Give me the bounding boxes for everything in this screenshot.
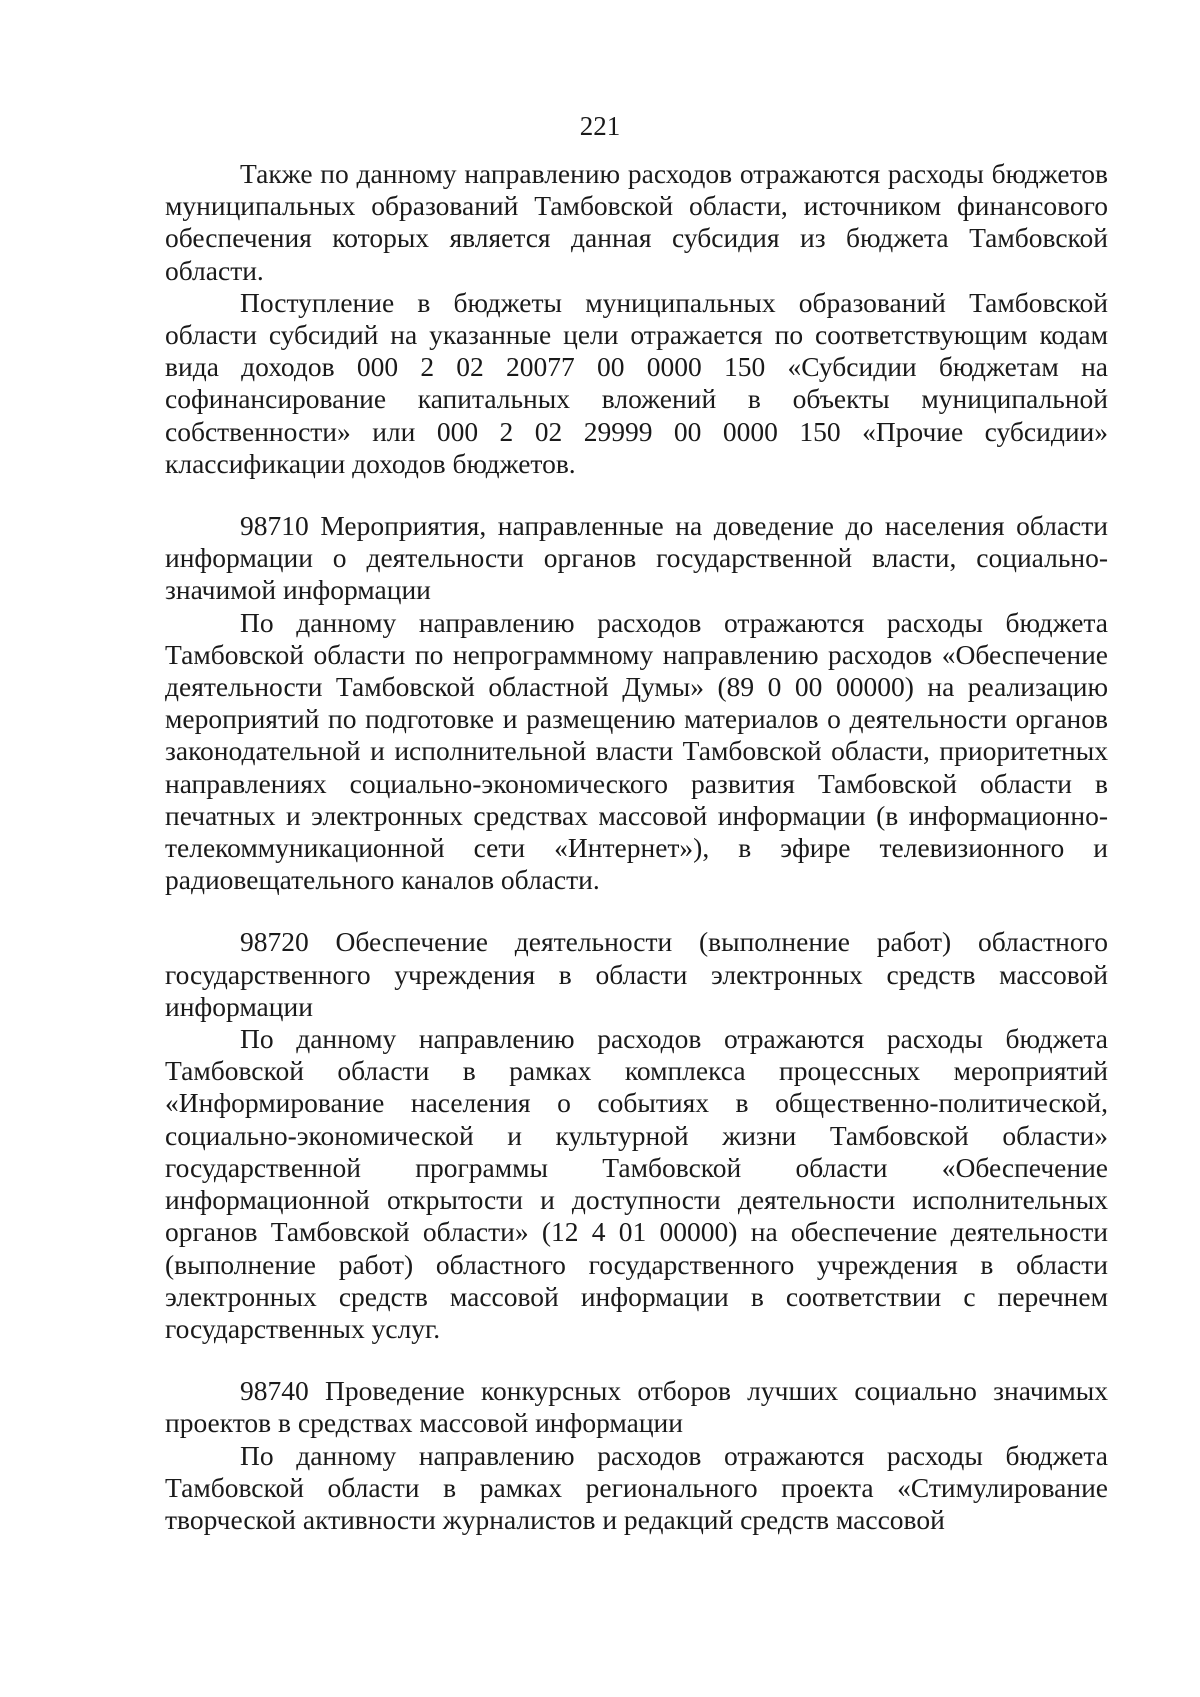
paragraph-intro-1: Также по данному направлению расходов отражаются расходы бюджетов муниципальных образований Тамбовской области, источником финансового обеспечения которых является данная субсидия из бюджета Тамбовской области. bbox=[165, 158, 1108, 286]
section-98710-heading: 98710 Мероприятия, направленные на доведение до населения области информации о деятельности органов государственной власти, социально-значимой информации bbox=[165, 510, 1108, 606]
page-number: 221 bbox=[579, 111, 621, 141]
section-gap bbox=[165, 480, 1108, 510]
section-gap bbox=[165, 896, 1108, 926]
section-98740-heading: 98740 Проведение конкурсных отборов лучших социально значимых проектов в средствах массовой информации bbox=[165, 1375, 1108, 1439]
section-98710-body: По данному направлению расходов отражаются расходы бюджета Тамбовской области по непрограммному направлению расходов «Обеспечение деятельности Тамбовской областной Думы» (89 0 00 00000) на реализацию мероприятий по подготовке и размещению материалов о деятельности органов законодательной и исполнительной власти Тамбовской области, приоритетных направлениях социально-экономического развития Тамбовской области в печатных и электронных средствах массовой информации (в информационно-телекоммуникационной сети «Интернет»), в эфире телевизионного и радиовещательного каналов области. bbox=[165, 606, 1108, 896]
document-body bbox=[165, 158, 1108, 1536]
section-gap bbox=[165, 1345, 1108, 1375]
section-98720-heading: 98720 Обеспечение деятельности (выполнение работ) областного государственного учреждения в области электронных средств массовой информации bbox=[165, 926, 1108, 1022]
paragraph-intro-2: Поступление в бюджеты муниципальных образований Тамбовской области субсидий на указанные цели отражается по соответствующим кодам вида доходов 000 2 02 20077 00 0000 150 «Субсидии бюджетам на софинансирование капитальных вложений в объекты муниципальной собственности» или 000 2 02 29999 00 0000 150 «Прочие субсидии» классификации доходов бюджетов. bbox=[165, 286, 1108, 479]
section-98720-body: По данному направлению расходов отражаются расходы бюджета Тамбовской области в рамках комплекса процессных мероприятий «Информирование населения о событиях в общественно-политической, социально-экономической и культурной жизни Тамбовской области» государственной программы Тамбовской области «Обеспечение информационной открытости и доступности деятельности исполнительных органов Тамбовской области» (12 4 01 00000) на обеспечение деятельности (выполнение работ) областного государственного учреждения в области электронных средств массовой информации в соответствии с перечнем государственных услуг. bbox=[165, 1023, 1108, 1344]
section-98740-body: По данному направлению расходов отражаются расходы бюджета Тамбовской области в рамках регионального проекта «Стимулирование творческой активности журналистов и редакций средств массовой bbox=[165, 1439, 1108, 1535]
